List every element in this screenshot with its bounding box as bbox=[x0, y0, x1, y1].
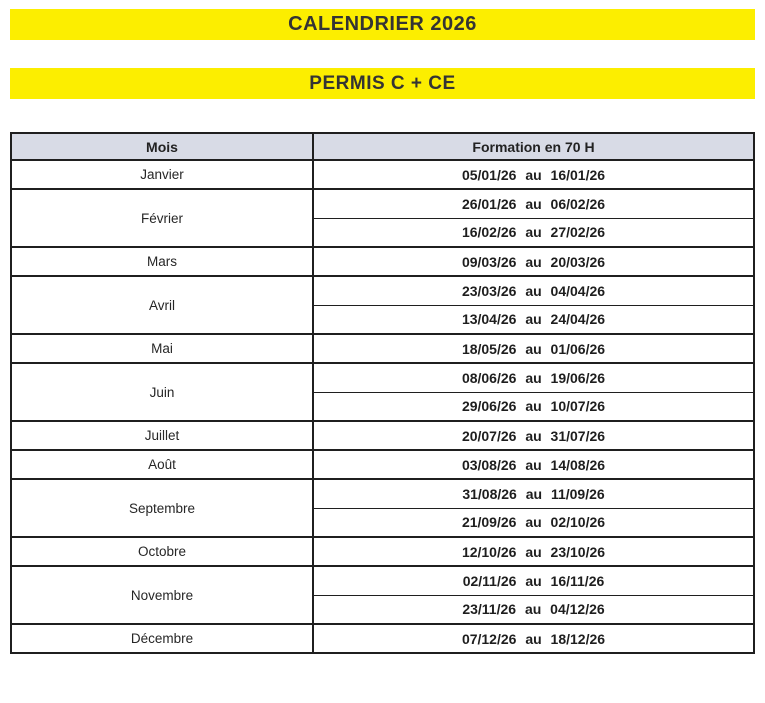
session-cell: 03/08/26 au 14/08/26 bbox=[313, 450, 754, 479]
header-row bbox=[11, 133, 754, 160]
session-cell: 29/06/26 au 10/07/26 bbox=[313, 392, 754, 421]
table-row bbox=[11, 334, 754, 363]
month-cell: Février bbox=[11, 189, 313, 247]
table-row bbox=[11, 450, 754, 479]
table-row bbox=[11, 537, 754, 566]
month-cell: Octobre bbox=[11, 537, 313, 566]
session-cell: 31/08/26 au 11/09/26 bbox=[313, 479, 754, 508]
table-row bbox=[11, 160, 754, 189]
table-row bbox=[11, 421, 754, 450]
session-cell: 26/01/26 au 06/02/26 bbox=[313, 189, 754, 218]
session-cell: 02/11/26 au 16/11/26 bbox=[313, 566, 754, 595]
session-cell: 16/02/26 au 27/02/26 bbox=[313, 218, 754, 247]
month-cell: Juin bbox=[11, 363, 313, 421]
table-row bbox=[11, 624, 754, 653]
table-header bbox=[11, 133, 754, 160]
month-cell: Mars bbox=[11, 247, 313, 276]
table-row bbox=[11, 247, 754, 276]
session-cell: 09/03/26 au 20/03/26 bbox=[313, 247, 754, 276]
month-cell: Juillet bbox=[11, 421, 313, 450]
session-cell: 12/10/26 au 23/10/26 bbox=[313, 537, 754, 566]
column-header-formation: Formation en 70 H bbox=[313, 133, 754, 160]
training-calendar-table bbox=[10, 132, 755, 654]
session-cell: 20/07/26 au 31/07/26 bbox=[313, 421, 754, 450]
session-cell: 21/09/26 au 02/10/26 bbox=[313, 508, 754, 537]
table-row bbox=[11, 566, 754, 595]
calendar-table-body bbox=[11, 160, 754, 653]
session-cell: 05/01/26 au 16/01/26 bbox=[313, 160, 754, 189]
session-cell: 18/05/26 au 01/06/26 bbox=[313, 334, 754, 363]
session-cell: 23/11/26 au 04/12/26 bbox=[313, 595, 754, 624]
month-cell: Mai bbox=[11, 334, 313, 363]
month-cell: Septembre bbox=[11, 479, 313, 537]
scanned-calendar-page bbox=[10, 9, 755, 654]
session-cell: 07/12/26 au 18/12/26 bbox=[313, 624, 754, 653]
table-row bbox=[11, 276, 754, 305]
month-cell: Août bbox=[11, 450, 313, 479]
table-row bbox=[11, 189, 754, 218]
table-row bbox=[11, 479, 754, 508]
month-cell: Décembre bbox=[11, 624, 313, 653]
session-cell: 08/06/26 au 19/06/26 bbox=[313, 363, 754, 392]
session-cell: 13/04/26 au 24/04/26 bbox=[313, 305, 754, 334]
month-cell: Avril bbox=[11, 276, 313, 334]
permit-subtitle-banner: PERMIS C + CE bbox=[10, 68, 755, 99]
session-cell: 23/03/26 au 04/04/26 bbox=[313, 276, 754, 305]
month-cell: Janvier bbox=[11, 160, 313, 189]
table-row bbox=[11, 363, 754, 392]
month-cell: Novembre bbox=[11, 566, 313, 624]
column-header-month: Mois bbox=[11, 133, 313, 160]
calendar-title-banner: CALENDRIER 2026 bbox=[10, 9, 755, 40]
